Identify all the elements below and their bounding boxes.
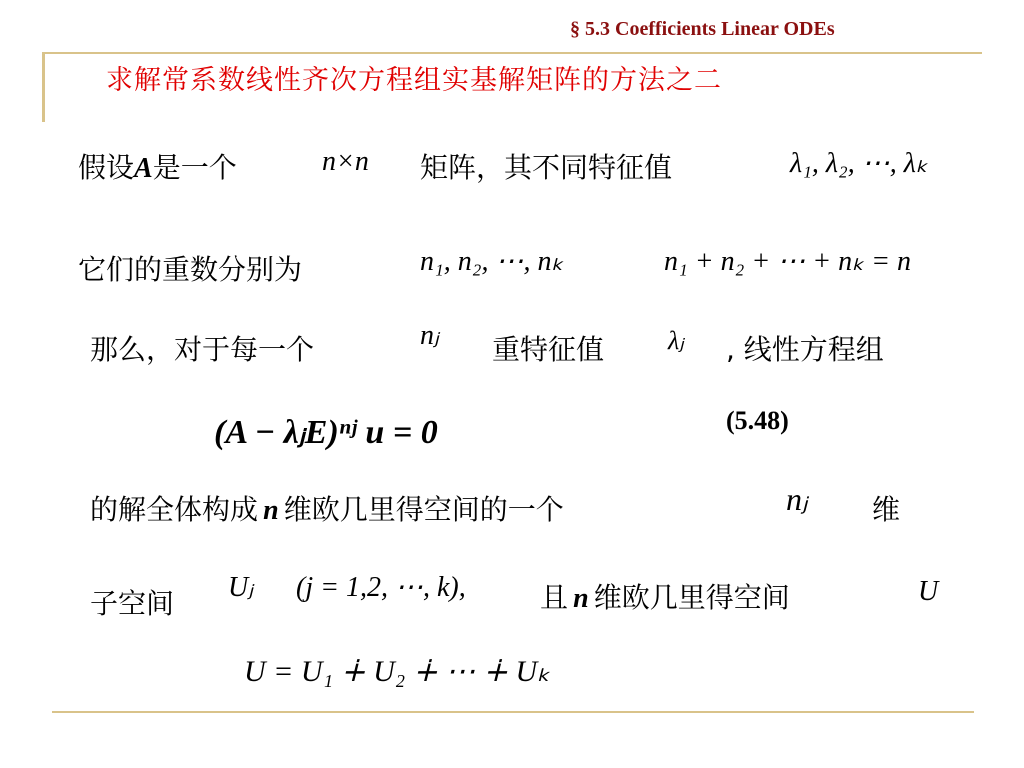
left-accent-line — [42, 52, 45, 122]
math-Uj: Uⱼ — [228, 572, 254, 603]
text-segment: 维 — [872, 493, 901, 526]
math-direct-sum: U = U₁ ∔ U₂ ∔ ⋯ ∔ Uₖ — [244, 655, 550, 688]
text-segment: 维欧几里得空间 — [593, 581, 790, 614]
line-5 — [90, 488, 564, 528]
math-nj: nⱼ — [786, 481, 808, 517]
equation-5-48: (A − λⱼE)ⁿʲ u = 0 — [214, 414, 438, 451]
text-segment: 重特征值 — [492, 333, 605, 366]
math-nj: nⱼ — [420, 320, 439, 351]
math-multiplicities: n₁, n₂, ⋯, nₖ — [420, 246, 564, 277]
text-segment: 的解全体构成 — [90, 493, 259, 526]
text-segment: , 线性方程组 — [726, 333, 884, 366]
math-n: n — [573, 583, 589, 614]
text-segment: 且 — [540, 581, 569, 614]
math-n: n — [263, 495, 279, 526]
text-segment: 维欧几里得空间的一个 — [283, 493, 564, 526]
math-nxn: n×n — [322, 146, 369, 177]
math-index-range: (j = 1,2, ⋯, k), — [296, 572, 466, 603]
section-heading: § 5.3 Coefficients Linear ODEs — [570, 18, 835, 40]
equation-number: (5.48) — [726, 406, 789, 435]
text-segment: 它们的重数分别为 — [78, 253, 303, 286]
math-eigenvalues: λ₁, λ₂, ⋯, λₖ — [790, 148, 928, 179]
text-segment: 子空间 — [90, 587, 175, 620]
math-U: U — [918, 576, 939, 607]
text-segment: 假设 — [78, 151, 135, 184]
matrix-symbol: A — [134, 153, 153, 184]
text-segment: 是一个 — [152, 151, 237, 184]
math-lambda-j: λⱼ — [668, 326, 684, 355]
slide-title: 求解常系数线性齐次方程组实基解矩阵的方法之二 — [106, 65, 722, 96]
text-segment: 那么，对于每一个 — [90, 333, 315, 366]
bottom-accent-line — [52, 711, 974, 713]
text-segment: 矩阵，其不同特征值 — [420, 151, 673, 184]
line-1 — [78, 146, 237, 186]
top-accent-line — [42, 52, 982, 54]
math-multiplicity-sum: n₁ + n₂ + ⋯ + nₖ = n — [664, 246, 911, 277]
line-6-tail — [540, 576, 790, 616]
